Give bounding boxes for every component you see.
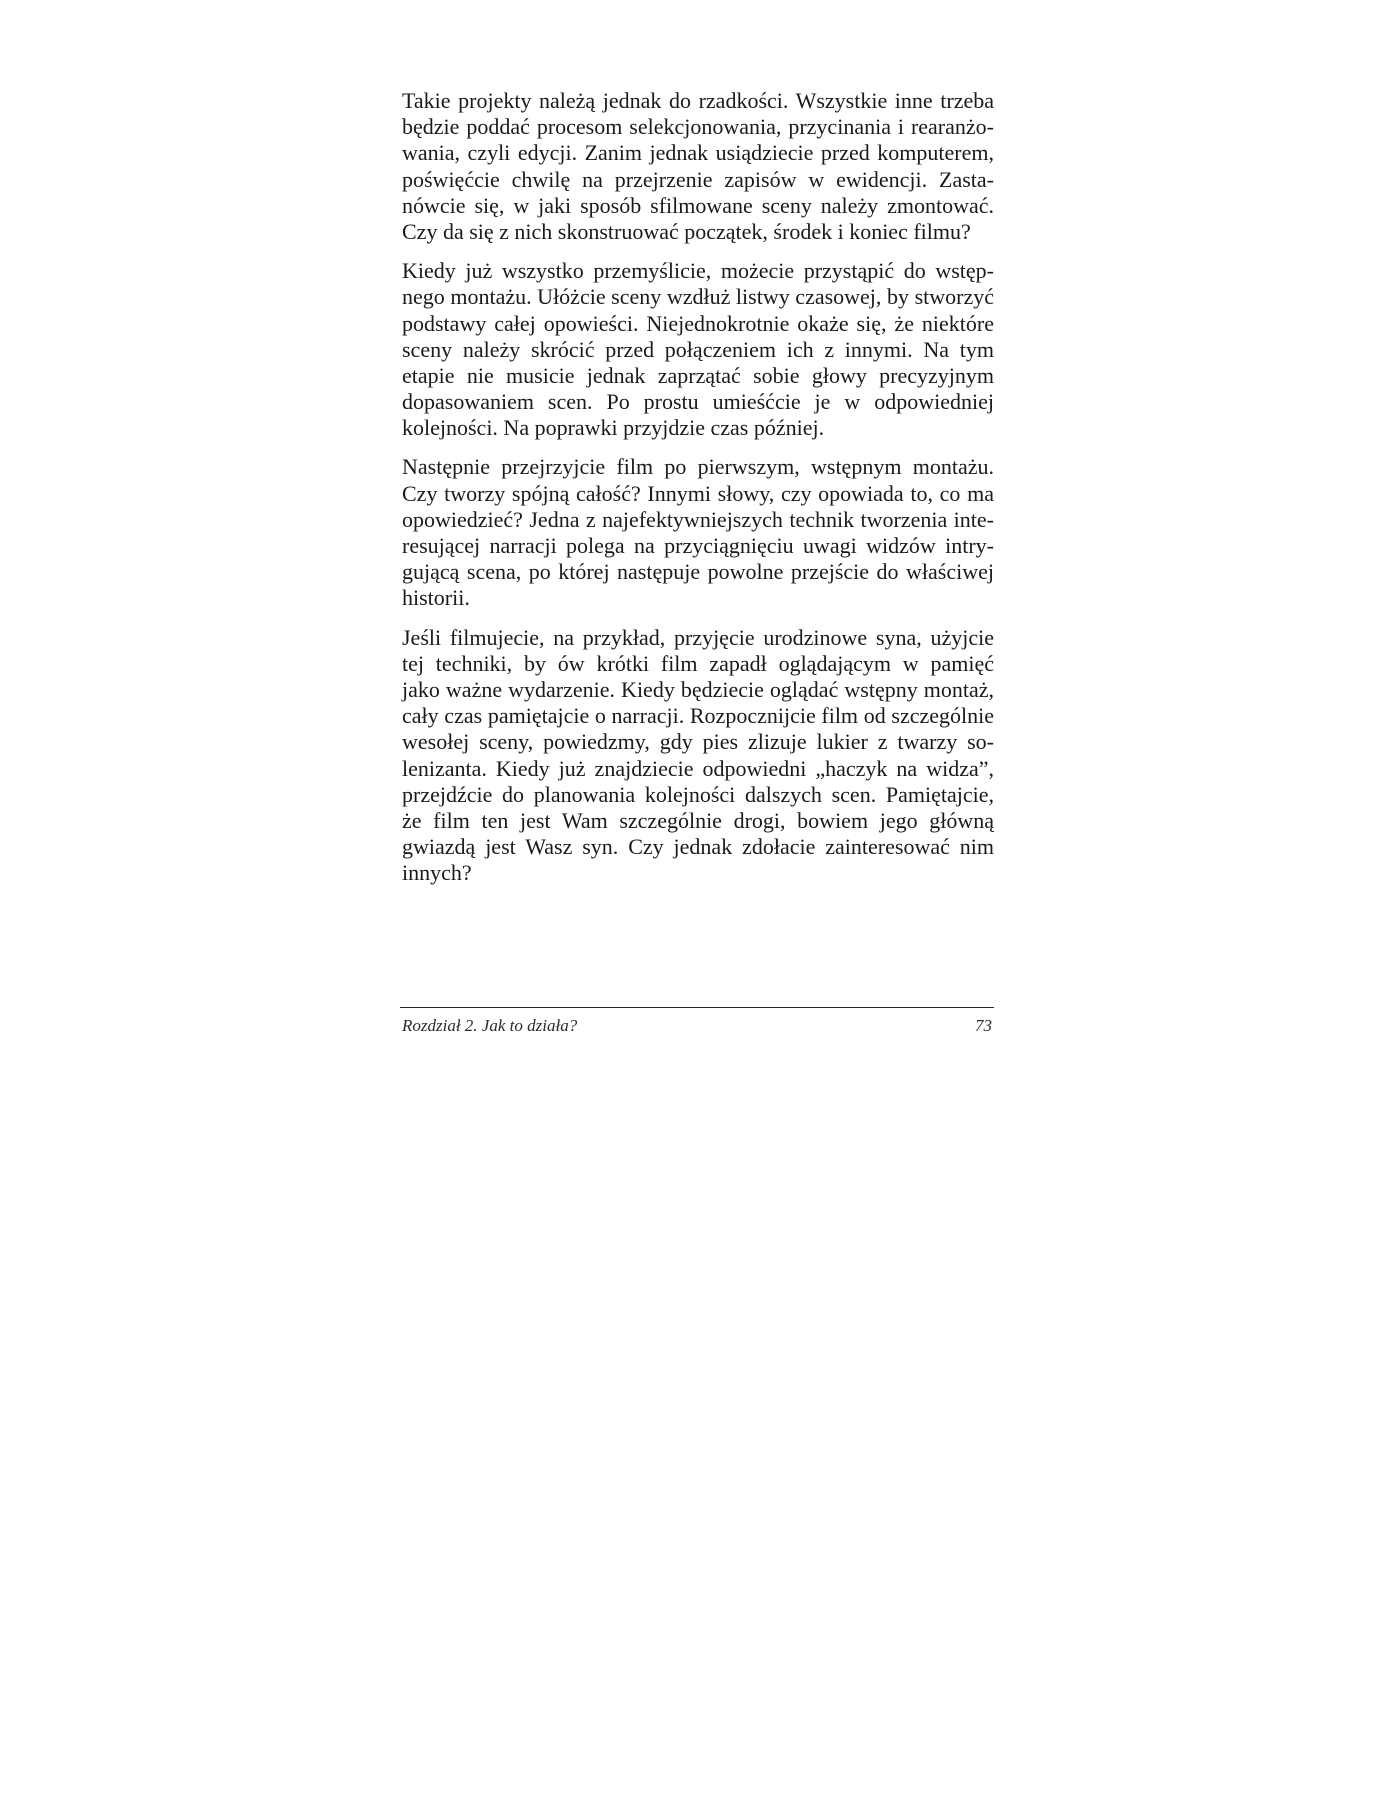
- paragraph-4: [402, 625, 994, 887]
- text-line: dopasowaniem scen. Po prostu umieśćcie je w odpowiedniej: [402, 389, 994, 415]
- text-line: resującej narracji polega na przyciągnięciu uwagi widzów intry-: [402, 533, 994, 558]
- text-line: lenizanta. Kiedy już znajdziecie odpowiedni „haczyk na widza”,: [402, 755, 994, 781]
- text-line: nego montażu. Ułóżcie sceny wzdłuż listwy czasowej, by stworzyć: [402, 284, 994, 310]
- text-line: opowiedzieć? Jedna z najefektywniejszych technik tworzenia inte-: [402, 506, 994, 532]
- text-line: jako ważne wydarzenie. Kiedy będziecie oglądać wstępny montaż,: [402, 676, 994, 702]
- text-line: wania, czyli edycji. Zanim jednak usiądziecie przed komputerem,: [402, 140, 994, 166]
- paragraph-2: [402, 258, 994, 441]
- text-line: Czy tworzy spójną całość? Innymi słowy, czy opowiada to, co ma: [402, 480, 994, 506]
- text-line: Jeśli filmujecie, na przykład, przyjęcie urodzinowe syna, użyjcie: [402, 624, 994, 650]
- text-line: gwiazdą jest Wasz syn. Czy jednak zdołacie zainteresować nim: [402, 834, 994, 860]
- text-line: wesołej sceny, powiedzmy, gdy pies zlizuje lukier z twarzy so-: [402, 729, 994, 755]
- footer-divider: [400, 1007, 994, 1008]
- text-line: nówcie się, w jaki sposób sfilmowane sceny należy zmontować.: [402, 192, 994, 218]
- text-line: gującą scena, po której następuje powolne przejście do właściwej: [402, 559, 994, 585]
- text-line: przejdźcie do planowania kolejności dalszych scen. Pamiętajcie,: [402, 781, 994, 807]
- chapter-title: Rozdział 2. Jak to działa?: [402, 1016, 578, 1035]
- text-line: Czy da się z nich skonstruować początek, środek i koniec filmu?: [402, 218, 971, 244]
- text-line: sceny należy skrócić przed połączeniem ich z innymi. Na tym: [402, 336, 994, 362]
- text-line: historii.: [402, 585, 470, 611]
- text-line: będzie poddać procesom selekcjonowania, przycinania i rearanżo-: [402, 114, 994, 140]
- text-line: tej techniki, by ów krótki film zapadł oglądającym w pamięć: [402, 650, 994, 676]
- text-line: kolejności. Na poprawki przyjdzie czas później.: [402, 415, 825, 441]
- text-line: innych?: [402, 860, 472, 886]
- text-line: etapie nie musicie jednak zaprzątać sobie głowy precyzyjnym: [402, 362, 994, 388]
- paragraph-1: [402, 88, 994, 245]
- page-number: 73: [975, 1016, 992, 1035]
- text-line: Takie projekty należą jednak do rzadkości. Wszystkie inne trzeba: [402, 88, 994, 113]
- paragraph-3: [402, 454, 994, 611]
- text-line: poświęćcie chwilę na przejrzenie zapisów w ewidencji. Zasta-: [402, 166, 994, 192]
- text-line: podstawy całej opowieści. Niejednokrotnie okaże się, że niektóre: [402, 310, 994, 336]
- body-text: [402, 88, 994, 899]
- text-line: Następnie przejrzyjcie film po pierwszym, wstępnym montażu.: [402, 454, 994, 480]
- text-line: Kiedy już wszystko przemyślicie, możecie przystąpić do wstęp-: [402, 258, 994, 284]
- text-line: cały czas pamiętajcie o narracji. Rozpocznijcie film od szczególnie: [402, 703, 994, 729]
- text-line: że film ten jest Wam szczególnie drogi, bowiem jego główną: [402, 807, 994, 833]
